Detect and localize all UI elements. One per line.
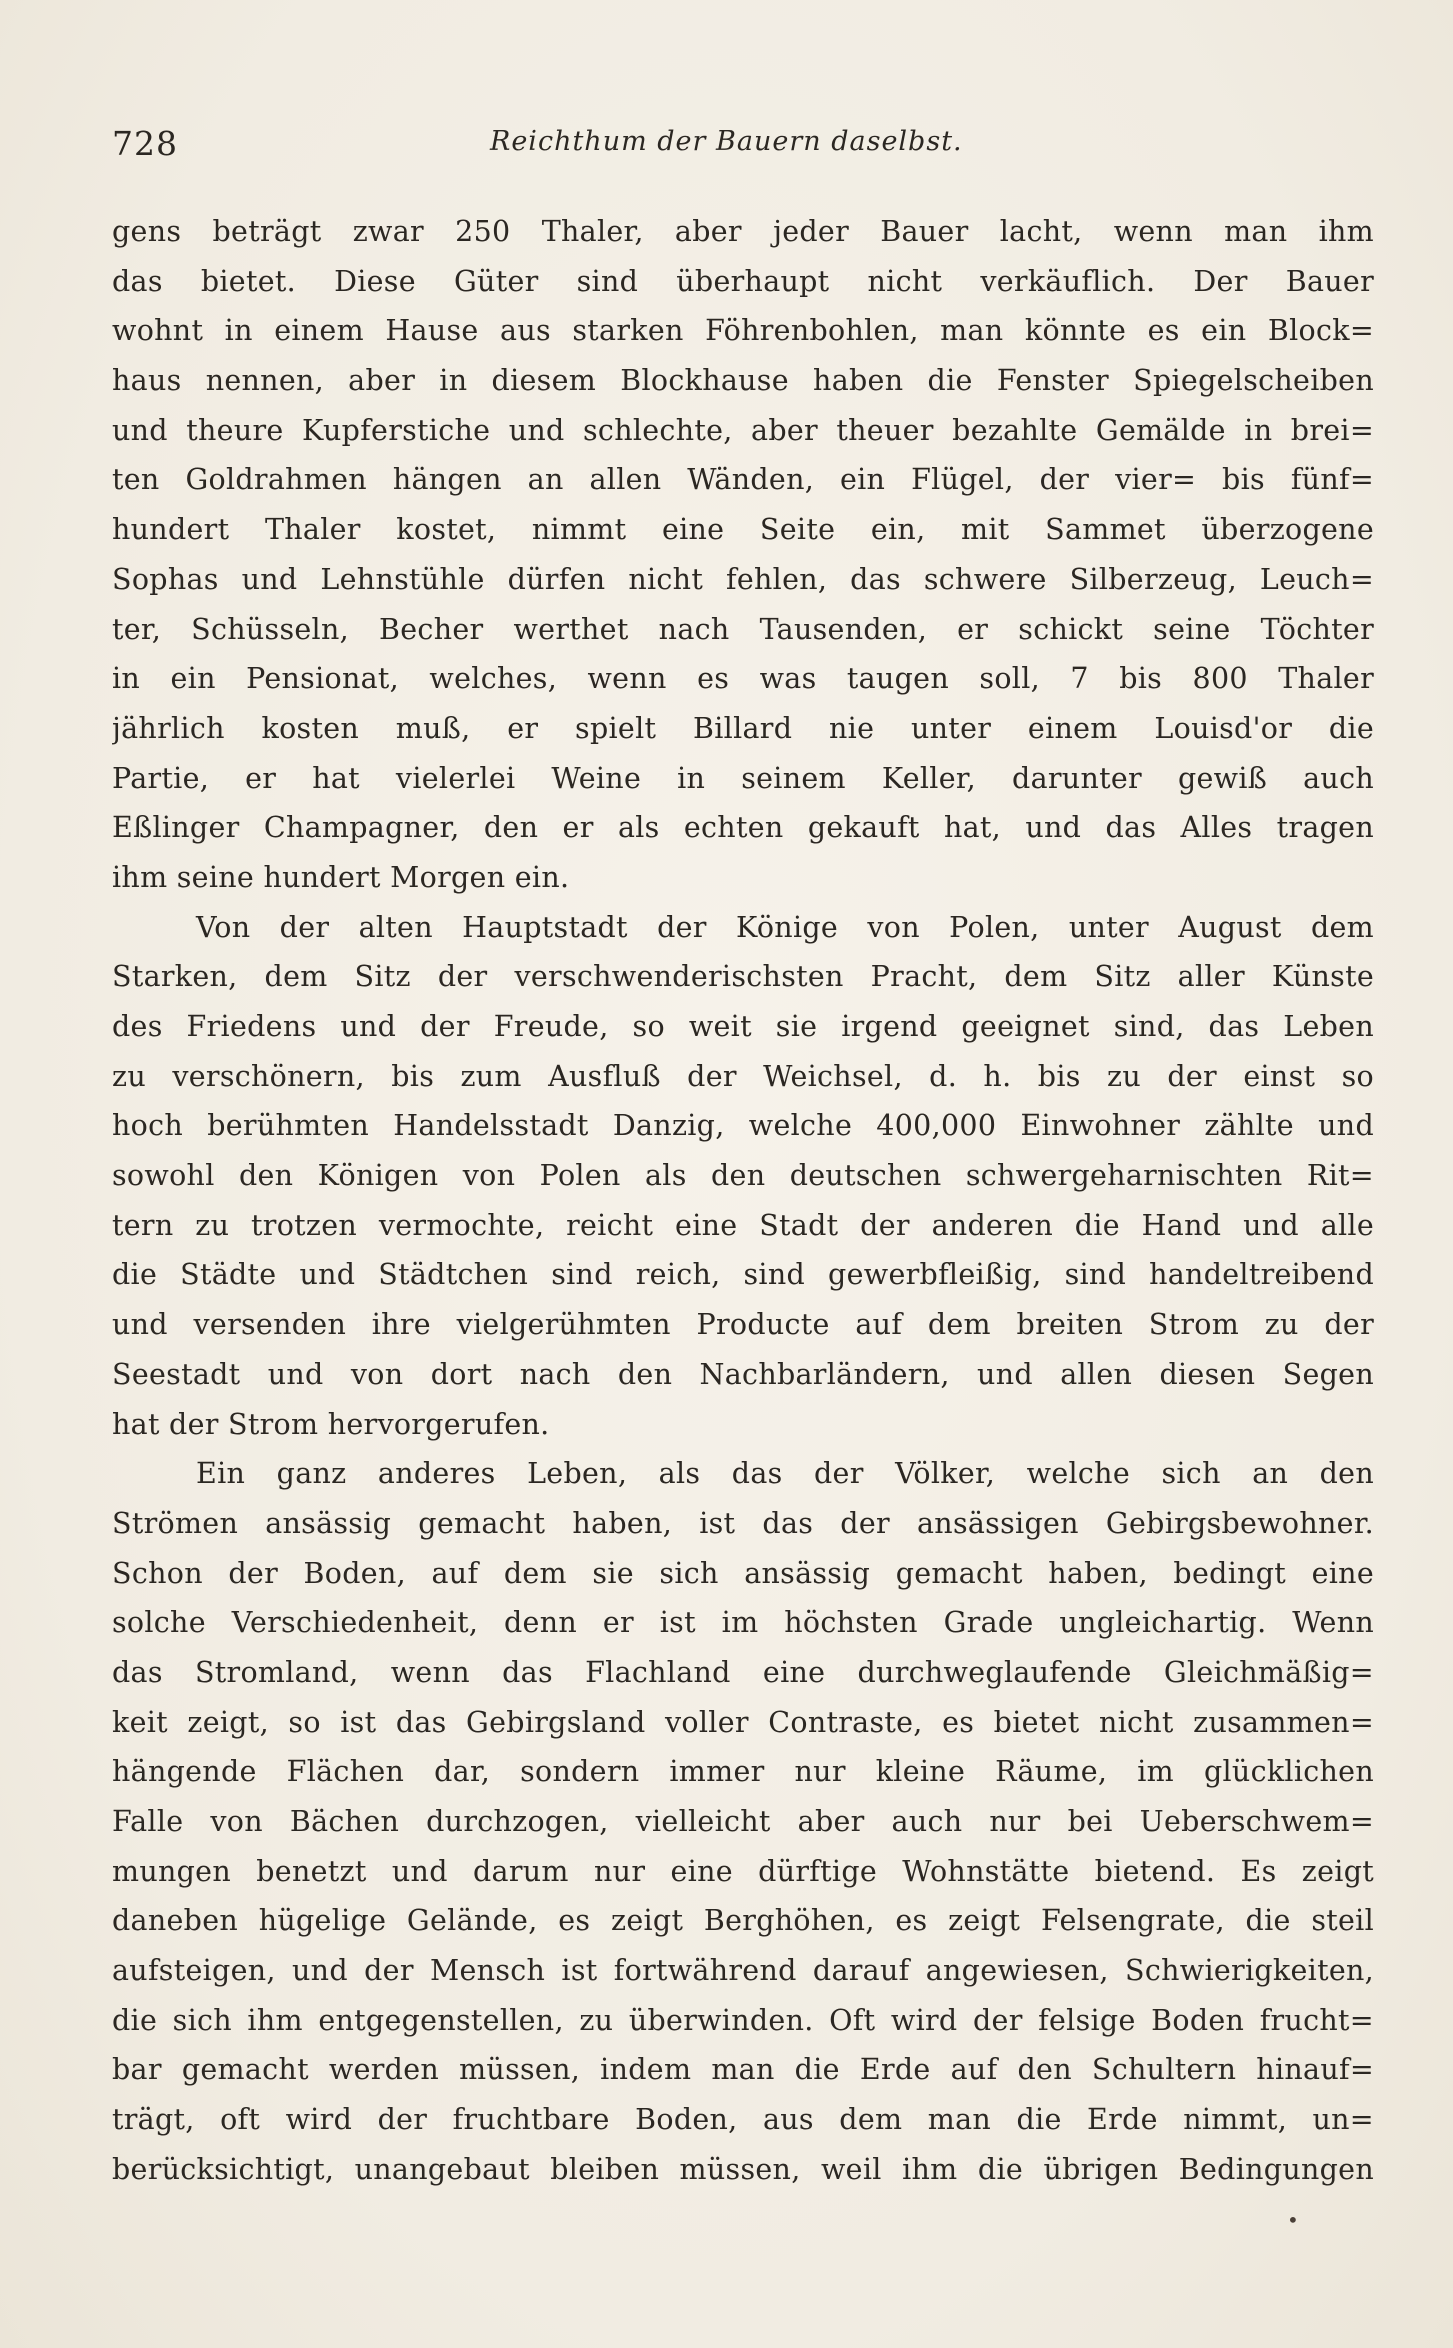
text-line: das bietet. Diese Güter sind überhaupt nicht verkäuflich. Der Bauer [112,264,1374,298]
text-line: Von der alten Hauptstadt der Könige von Polen, unter August dem [196,910,1374,944]
text-line: in ein Pensionat, welches, wenn es was taugen soll, 7 bis 800 Thaler [112,662,1374,696]
text-line: wohnt in einem Hause aus starken Föhrenbohlen, man könnte es ein Block= [112,314,1374,348]
text-line: solche Verschiedenheit, denn er ist im höchsten Grade ungleichartig. Wenn [112,1606,1374,1640]
text-line: die sich ihm entgegenstellen, zu überwinden. Oft wird der felsige Boden frucht= [112,2003,1374,2037]
text-line: Sophas und Lehnstühle dürfen nicht fehlen, das schwere Silberzeug, Leuch= [112,562,1374,596]
text-line: mungen benetzt und darum nur eine dürftige Wohnstätte bietend. Es zeigt [112,1854,1374,1888]
text-line: Ein ganz anderes Leben, als das der Völker, welche sich an den [196,1457,1374,1491]
text-line: Strömen ansässig gemacht haben, ist das der ansässigen Gebirgsbewohner. [112,1506,1374,1540]
printer-mark: • [1287,2208,1299,2232]
text-line: hundert Thaler kostet, nimmt eine Seite ein, mit Sammet überzogene [112,513,1374,547]
text-line: Eßlinger Champagner, den er als echten gekauft hat, und das Alles tragen [112,811,1374,845]
text-line: hoch berühmten Handelsstadt Danzig, welche 400,000 Einwohner zählte und [112,1109,1374,1143]
text-line: jährlich kosten muß, er spielt Billard nie unter einem Louisd'or die [112,711,1374,745]
text-line: zu verschönern, bis zum Ausfluß der Weichsel, d. h. bis zu der einst so [112,1059,1374,1093]
text-line: trägt, oft wird der fruchtbare Boden, aus dem man die Erde nimmt, un= [112,2103,1374,2137]
text-line: daneben hügelige Gelände, es zeigt Berghöhen, es zeigt Felsengrate, die steil [112,1904,1374,1938]
text-line: und theure Kupferstiche und schlechte, aber theuer bezahlte Gemälde in brei= [112,413,1374,447]
text-line: das Stromland, wenn das Flachland eine durchweglaufende Gleichmäßig= [112,1655,1374,1689]
text-line: haus nennen, aber in diesem Blockhause haben die Fenster Spiegelscheiben [112,364,1374,398]
running-title: Reichthum der Bauern daselbst. [490,126,963,157]
text-line: sowohl den Königen von Polen als den deutschen schwergeharnischten Rit= [112,1159,1374,1193]
text-line: hängende Flächen dar, sondern immer nur kleine Räume, im glücklichen [112,1755,1374,1789]
text-line: berücksichtigt, unangebaut bleiben müssen, weil ihm die übrigen Bedingungen [112,2152,1374,2186]
text-line: aufsteigen, und der Mensch ist fortwährend darauf angewiesen, Schwierigkeiten, [112,1954,1374,1988]
body-text [112,207,1374,2195]
text-line: Falle von Bächen durchzogen, vielleicht aber auch nur bei Ueberschwem= [112,1805,1374,1838]
text-line: Starken, dem Sitz der verschwenderischsten Pracht, dem Sitz aller Künste [112,960,1374,994]
text-line: ter, Schüsseln, Becher werthet nach Tausenden, er schickt seine Töchter [112,612,1374,646]
page-number: 728 [112,124,178,163]
text-line: Schon der Boden, auf dem sie sich ansässig gemacht haben, bedingt eine [112,1556,1374,1590]
text-line: tern zu trotzen vermochte, reicht eine Stadt der anderen die Hand und alle [112,1208,1374,1242]
text-line: Seestadt und von dort nach den Nachbarländern, und allen diesen Segen [112,1357,1374,1391]
text-line: keit zeigt, so ist das Gebirgsland voller Contraste, es bietet nicht zusammen= [112,1705,1374,1739]
text-line: bar gemacht werden müssen, indem man die Erde auf den Schultern hinauf= [112,2053,1374,2087]
text-line: Partie, er hat vielerlei Weine in seinem Keller, darunter gewiß auch [112,761,1374,795]
text-line: und versenden ihre vielgerühmten Producte auf dem breiten Strom zu der [112,1308,1374,1342]
text-line: die Städte und Städtchen sind reich, sind gewerbfleißig, sind handeltreibend [112,1258,1374,1292]
text-line: ihm seine hundert Morgen ein. [112,860,570,894]
text-line: hat der Strom hervorgerufen. [112,1407,550,1441]
text-line: des Friedens und der Freude, so weit sie irgend geeignet sind, das Leben [112,1010,1374,1043]
text-line: ten Goldrahmen hängen an allen Wänden, ein Flügel, der vier= bis fünf= [112,463,1374,497]
running-head [112,124,1372,168]
text-line: gens beträgt zwar 250 Thaler, aber jeder Bauer lacht, wenn man ihm [112,215,1374,248]
